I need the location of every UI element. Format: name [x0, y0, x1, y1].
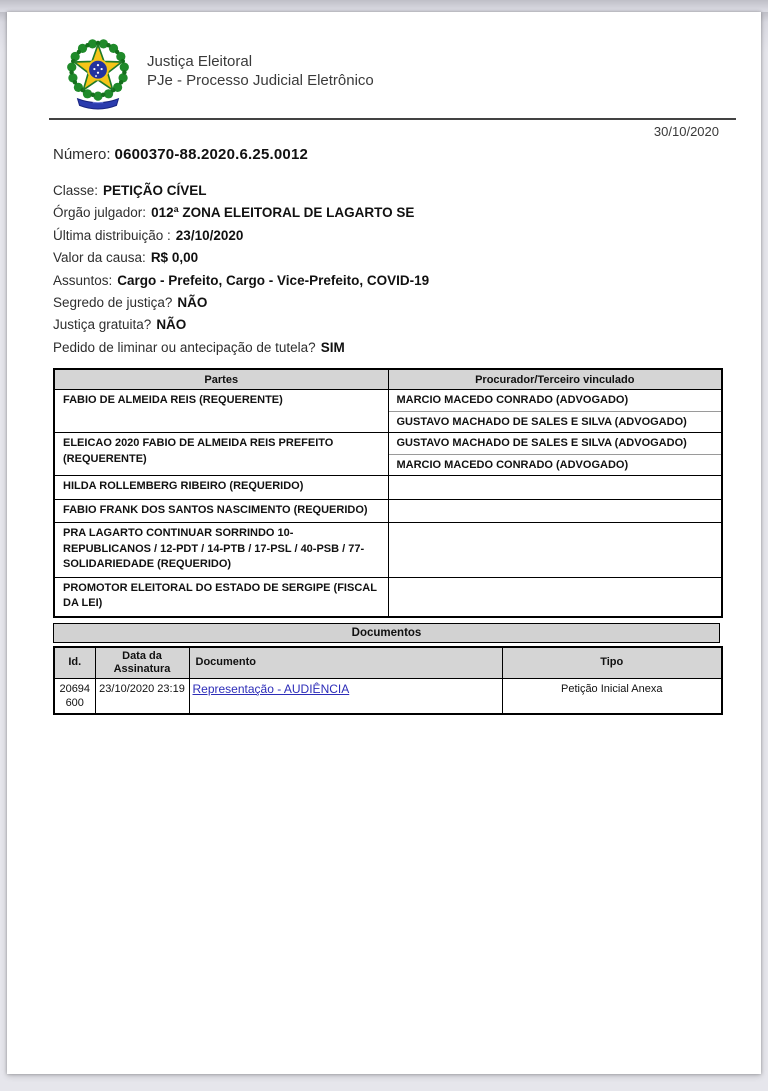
app-title-line1: Justiça Eleitoral [147, 53, 253, 70]
procurador-line: MARCIO MACEDO CONRADO (ADVOGADO) [389, 454, 722, 476]
parte-cell: FABIO DE ALMEIDA REIS (REQUERENTE) [54, 390, 388, 433]
case-number-line [53, 146, 721, 163]
app-title-line2: PJe - Processo Judicial Eletrônico [147, 72, 374, 89]
partes-header-row [54, 369, 722, 390]
field-orgao-julgador: Órgão julgador: 012ª ZONA ELEITORAL DE LAGARTO SE [53, 205, 415, 221]
parte-cell: ELEICAO 2020 FABIO DE ALMEIDA REIS PREFEITO (REQUERENTE) [54, 433, 388, 476]
field-assuntos: Assuntos: Cargo - Prefeito, Cargo - Vice-Prefeito, COVID-19 [53, 272, 430, 288]
table-row [54, 577, 722, 617]
case-number-value: 0600370-88.2020.6.25.0012 [114, 146, 309, 163]
procurador-cell [388, 433, 722, 476]
parte-cell: PROMOTOR ELEITORAL DO ESTADO DE SERGIPE (FISCAL DA LEI) [54, 577, 388, 617]
parte-cell: FABIO FRANK DOS SANTOS NASCIMENTO (REQUERIDO) [54, 499, 388, 523]
documento-header: Documento [189, 647, 502, 679]
procurador-cell [388, 523, 722, 578]
document-page [7, 12, 761, 1074]
field-segredo-de-justica: Segredo de justiça? NÃO [53, 295, 208, 311]
procurador-line: GUSTAVO MACHADO DE SALES E SILVA (ADVOGADO) [396, 437, 687, 450]
documentos-banner: Documentos [53, 623, 720, 643]
field-justica-gratuita: Justiça gratuita? NÃO [53, 317, 187, 333]
table-row [54, 523, 722, 578]
data-assinatura-header: Data da Assinatura [95, 647, 189, 679]
table-row [54, 433, 722, 476]
field-ultima-distribuicao: Última distribuição : 23/10/2020 [53, 227, 244, 243]
table-row [54, 499, 722, 523]
procurador-line: MARCIO MACEDO CONRADO (ADVOGADO) [396, 394, 629, 407]
procurador-header: Procurador/Terceiro vinculado [388, 369, 722, 390]
partes-table [53, 368, 723, 618]
app-title [147, 38, 374, 90]
procurador-line: GUSTAVO MACHADO DE SALES E SILVA (ADVOGADO) [389, 411, 722, 433]
case-number-label: Número: [53, 146, 111, 163]
document-type: Petição Inicial Anexa [502, 678, 722, 714]
procurador-cell [388, 499, 722, 523]
procurador-cell [388, 476, 722, 500]
document-date: 30/10/2020 [653, 124, 719, 139]
document-name-cell [189, 678, 502, 714]
field-pedido-liminar: Pedido de liminar ou antecipação de tutela? SIM [53, 339, 345, 355]
parte-cell: HILDA ROLLEMBERG RIBEIRO (REQUERIDO) [54, 476, 388, 500]
document-link[interactable]: Representação - AUDIÊNCIA [192, 681, 350, 696]
header-divider [49, 118, 736, 120]
documentos-table [53, 646, 723, 715]
tipo-header: Tipo [502, 647, 722, 679]
case-fields [53, 180, 721, 359]
documentos-header-row [54, 647, 722, 679]
parte-cell: PRA LAGARTO CONTINUAR SORRINDO 10-REPUBLICANOS / 12-PDT / 14-PTB / 17-PSL / 40-PSB / 77-SOLIDARIEDADE (REQUERIDO) [54, 523, 388, 578]
table-row [54, 678, 722, 714]
document-id: 20694600 [54, 678, 95, 714]
procurador-cell [388, 577, 722, 617]
field-classe: Classe: PETIÇÃO CÍVEL [53, 183, 207, 198]
document-header [53, 38, 721, 112]
justica-eleitoral-coat-of-arms-icon [65, 38, 131, 112]
table-row [54, 390, 722, 433]
table-row [54, 476, 722, 500]
procurador-cell [388, 390, 722, 433]
field-valor-da-causa: Valor da causa: R$ 0,00 [53, 250, 199, 266]
document-signature-date: 23/10/2020 23:19 [95, 678, 189, 714]
partes-header: Partes [54, 369, 388, 390]
id-header: Id. [54, 647, 95, 679]
